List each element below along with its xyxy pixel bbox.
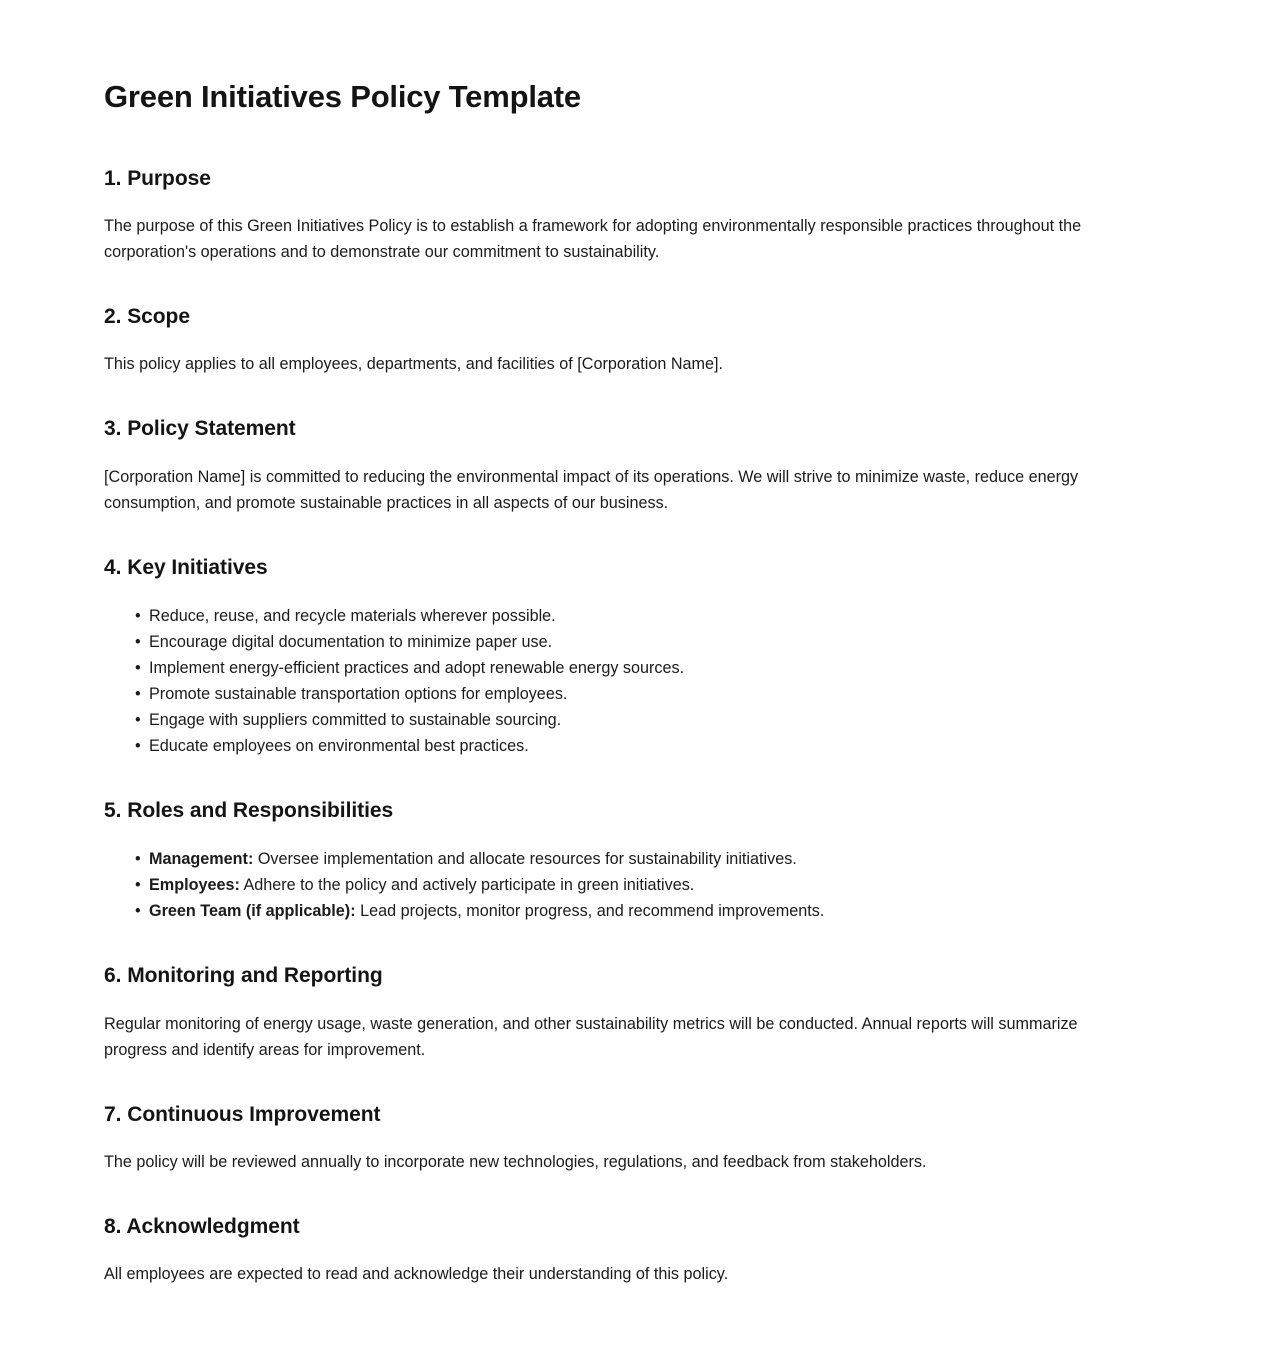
section-heading: 8. Acknowledgment <box>104 1214 300 1238</box>
section-heading: 3. Policy Statement <box>104 417 296 441</box>
list-item <box>135 655 1135 681</box>
list-item-label: Management: <box>149 850 254 869</box>
section-scope <box>104 303 1135 377</box>
roles-list <box>104 846 1135 924</box>
section-paragraph: Regular monitoring of energy usage, waste generation, and other sustainability metrics will be conducted. Annual reports will summarize progress and identify areas for improvement. <box>104 1014 1078 1059</box>
section-paragraph: The purpose of this Green Initiatives Policy is to establish a framework for adopting environmentally responsible practices throughout the corporation's operations and to demonstrate our commitment to sustainability. <box>104 217 1082 262</box>
section-policy-statement <box>104 415 1135 515</box>
list-item <box>135 733 1135 759</box>
list-item-text: Reduce, reuse, and recycle materials wherever possible. <box>149 606 556 625</box>
list-item-text: Promote sustainable transportation options for employees. <box>149 684 568 703</box>
section-continuous-improvement <box>104 1101 1135 1175</box>
section-paragraph: All employees are expected to read and acknowledge their understanding of this policy. <box>104 1265 729 1284</box>
list-item <box>135 898 1135 924</box>
list-item-text: Encourage digital documentation to minimize paper use. <box>149 632 553 651</box>
list-item-text: Engage with suppliers committed to sustainable sourcing. <box>149 710 562 729</box>
list-item-text: Educate employees on environmental best practices. <box>149 736 529 755</box>
section-key-initiatives <box>104 554 1135 759</box>
page-title: Green Initiatives Policy Template <box>104 79 581 114</box>
list-item-text: Adhere to the policy and actively participate in green initiatives. <box>239 876 695 895</box>
section-paragraph: This policy applies to all employees, departments, and facilities of [Corporation Name]. <box>104 355 724 374</box>
list-item <box>135 872 1135 898</box>
section-paragraph: [Corporation Name] is committed to reducing the environmental impact of its operations. We will strive to minimize waste, reduce energy consumption, and promote sustainable practices in all aspects of our business. <box>104 467 1079 512</box>
section-roles-and-responsibilities <box>104 797 1135 924</box>
section-monitoring-and-reporting <box>104 962 1135 1062</box>
section-purpose <box>104 165 1135 265</box>
list-item-text: Lead projects, monitor progress, and recommend improvements. <box>355 902 825 921</box>
list-item <box>135 681 1135 707</box>
list-item <box>135 603 1135 629</box>
list-item <box>135 629 1135 655</box>
section-acknowledgment <box>104 1213 1135 1287</box>
section-paragraph: The policy will be reviewed annually to incorporate new technologies, regulations, and feedback from stakeholders. <box>104 1152 927 1171</box>
section-heading: 1. Purpose <box>104 166 211 190</box>
list-item-text: Oversee implementation and allocate resources for sustainability initiatives. <box>253 850 797 869</box>
section-heading: 4. Key Initiatives <box>104 555 268 579</box>
section-heading: 2. Scope <box>104 305 190 329</box>
list-item-label: Employees: <box>149 876 240 895</box>
list-item <box>135 707 1135 733</box>
section-heading: 6. Monitoring and Reporting <box>104 964 383 988</box>
section-heading: 5. Roles and Responsibilities <box>104 798 394 822</box>
key-initiatives-list <box>104 603 1135 759</box>
list-item-text: Implement energy-efficient practices and adopt renewable energy sources. <box>149 658 685 677</box>
list-item <box>135 846 1135 872</box>
list-item-label: Green Team (if applicable): <box>149 902 356 921</box>
section-heading: 7. Continuous Improvement <box>104 1102 381 1126</box>
